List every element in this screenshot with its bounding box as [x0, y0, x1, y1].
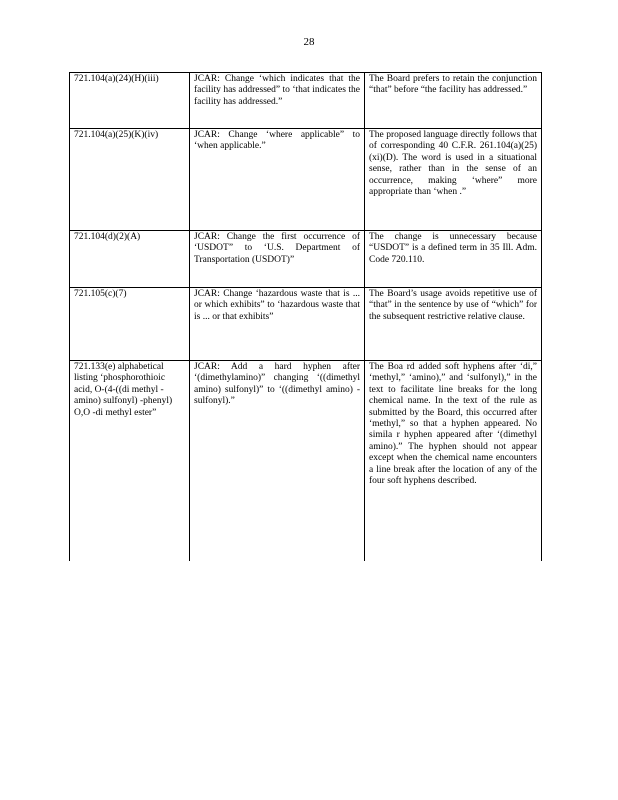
board-response-cell: The change is unnecessary because “USDOT” is a defined term in 35 Ill. Adm. Code 720.110. — [365, 231, 542, 288]
section-cell: 721.104(d)(2)(A) — [70, 231, 190, 288]
table-row — [70, 288, 542, 361]
board-response-cell: The Board’s usage avoids repetitive use of “that” in the sentence by use of “which” for the subsequent restrictive relative clause. — [365, 288, 542, 361]
section-cell: 721.104(a)(24)(H)(iii) — [70, 73, 190, 129]
section-cell: 721.133(e) alphabetical listing ‘phosphorothioic acid, O-(4-((di methyl -amino) sulfonyl) -phenyl) O,O -di methyl ester” — [70, 361, 190, 562]
table-row — [70, 231, 542, 288]
table-row — [70, 361, 542, 562]
board-response-cell: The Board prefers to retain the conjunction “that” before “the facility has addressed.” — [365, 73, 542, 129]
jcar-change-cell: JCAR: Change ‘which indicates that the facility has addressed” to ‘that indicates the facility has addressed.” — [190, 73, 365, 129]
table-row — [70, 73, 542, 129]
table-row — [70, 129, 542, 231]
jcar-change-cell: JCAR: Add a hard hyphen after ‘(dimethylamino)” changing ‘((dimethyl amino) sulfonyl)” to ‘((dimethyl amino) -sulfonyl).” — [190, 361, 365, 562]
jcar-change-cell: JCAR: Change the first occurrence of ‘USDOT” to ‘U.S. Department of Transportation (USDOT)” — [190, 231, 365, 288]
jcar-change-cell: JCAR: Change ‘hazardous waste that is ... or which exhibits” to ‘hazardous waste that is ... or that exhibits” — [190, 288, 365, 361]
jcar-change-cell: JCAR: Change ‘where applicable” to ‘when applicable.” — [190, 129, 365, 231]
section-cell: 721.104(a)(25)(K)(iv) — [70, 129, 190, 231]
changes-table — [69, 72, 542, 561]
board-response-cell: The proposed language directly follows that of corresponding 40 C.F.R. 261.104(a)(25)(xi)(D). The word is used in a situational sense, rather than in the sense of an occurrence, making ‘where” more appropriate than ‘when .” — [365, 129, 542, 231]
board-response-cell: The Boa rd added soft hyphens after ‘di,” ‘methyl,” ‘amino),” and ‘sulfonyl),” in the text to facilitate line breaks for the long chemical name. In the text of the rule as submitted by the Board, this occurred after ‘methyl,” so that a hyphen appeared. No simila r hyphen appeared after ‘(dimethyl amino).” The hyphen should not appear except when the chemical name encounters a line break after the location of any of the four soft hyphens described. — [365, 361, 542, 562]
page-number: 28 — [303, 36, 315, 48]
section-cell: 721.105(c)(7) — [70, 288, 190, 361]
